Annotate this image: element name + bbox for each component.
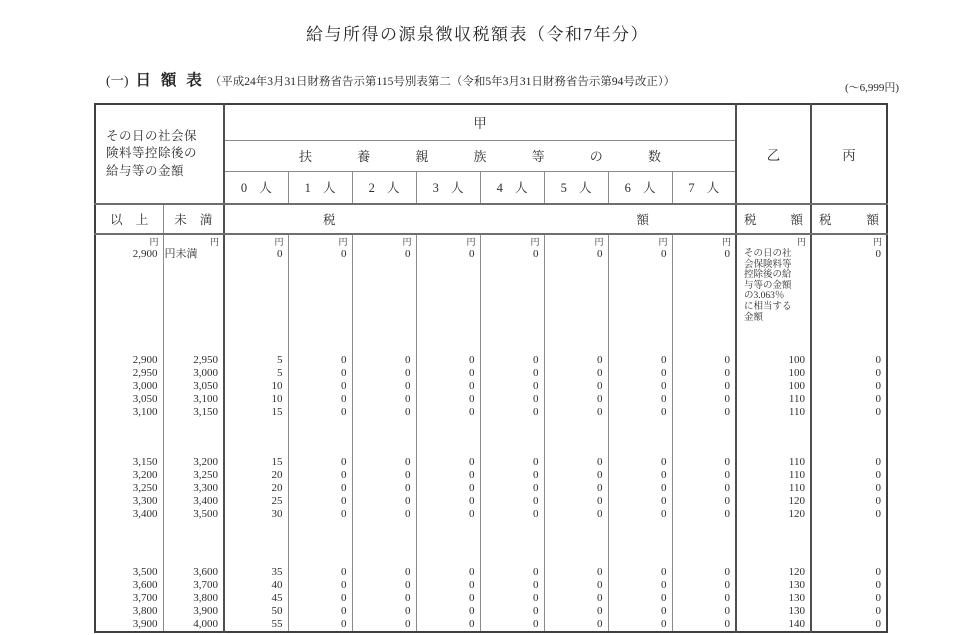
tax-char: 税: [323, 213, 336, 227]
col-less-than: 3,400: [163, 495, 224, 508]
col-otsu: 130: [736, 592, 811, 605]
col-5nin: 0: [544, 618, 608, 632]
spacer-col-6nin: [608, 521, 672, 566]
col-0nin: 10: [224, 380, 288, 393]
col-1nin: 0: [288, 367, 352, 380]
row-under-minimum: [95, 248, 887, 354]
dependents-char: 等: [531, 149, 545, 164]
col-at-least: 3,200: [132, 469, 158, 481]
col-4nin: 0: [480, 248, 544, 354]
header-wage-amount: [95, 104, 224, 204]
col-0nin: 20: [224, 469, 288, 482]
col-7nin: 0: [672, 482, 736, 495]
subtitle-number: (一): [106, 73, 129, 88]
col-6nin: 0: [608, 566, 672, 579]
header-hei: 丙: [811, 104, 887, 204]
col-7nin: 0: [672, 508, 736, 521]
col-2nin: 0: [352, 508, 416, 521]
spacer-col-less-than: [163, 419, 224, 456]
header-dependents: [224, 140, 736, 171]
col-4nin: 0: [480, 566, 544, 579]
spacer-col-at-least: [95, 419, 163, 456]
col-1nin: 0: [288, 566, 352, 579]
col-hei: 0: [811, 456, 887, 469]
col-3nin: 0: [416, 605, 480, 618]
col-6nin: 0: [608, 592, 672, 605]
col-6nin: 0: [608, 605, 672, 618]
col-otsu: 120: [736, 508, 811, 521]
tax-char: 税: [819, 213, 832, 227]
col-otsu: 110: [736, 456, 811, 469]
unit-col-at-least: 円: [149, 237, 159, 247]
col-4nin: 0: [480, 367, 544, 380]
spacer-col-7nin: [672, 521, 736, 566]
table-row: [95, 482, 887, 495]
spacer-col-0nin: [224, 521, 288, 566]
col-5nin: 0: [544, 592, 608, 605]
table-row: [95, 618, 887, 632]
col-2nin: 0: [352, 380, 416, 393]
spacer-col-1nin: [288, 521, 352, 566]
col-hei: 0: [811, 367, 887, 380]
table-row: [95, 495, 887, 508]
spacer-col-7nin: [672, 419, 736, 456]
amount-char: 額: [866, 213, 880, 227]
col-at-least: 3,300: [132, 495, 158, 507]
header-2-dependents: 2 人: [352, 171, 416, 204]
unit-col-7nin: 円: [672, 234, 736, 248]
col-less-than: 3,500: [163, 508, 224, 521]
col-2nin: 0: [352, 469, 416, 482]
col-1nin: 0: [288, 469, 352, 482]
dependents-char: 親: [415, 149, 429, 164]
otsu-note: その日の社 会保険料等 控除後の給 与等の金額 の3.063％ に相当する 金額: [744, 249, 792, 323]
table-row: [95, 456, 887, 469]
unit-col-1nin: 円: [288, 234, 352, 248]
col-hei: 0: [811, 393, 887, 406]
header-3-dependents: 3 人: [416, 171, 480, 204]
col-otsu: 100: [736, 367, 811, 380]
group-spacer: [95, 419, 887, 456]
dependents-char: の: [589, 149, 603, 164]
unit-col-2nin: 円: [352, 234, 416, 248]
col-4nin: 0: [480, 508, 544, 521]
col-1nin: 0: [288, 508, 352, 521]
col-1nin: 0: [288, 495, 352, 508]
header-wage-amount-line3: 給与等の金額: [106, 163, 185, 178]
col-less-than: 3,000: [163, 367, 224, 380]
col-7nin: 0: [672, 566, 736, 579]
col-7nin: 0: [672, 618, 736, 632]
col-7nin: 0: [672, 354, 736, 367]
spacer-col-otsu: [736, 521, 811, 566]
col-6nin: 0: [608, 393, 672, 406]
col-at-least: 2,950: [132, 367, 158, 379]
col-0nin: 35: [224, 566, 288, 579]
group-spacer: [95, 521, 887, 566]
col-2nin: 0: [352, 367, 416, 380]
col-2nin: 0: [352, 248, 416, 354]
col-otsu: 110: [736, 393, 811, 406]
col-1nin: 0: [288, 482, 352, 495]
col-hei: 0: [811, 605, 887, 618]
table-row: [95, 592, 887, 605]
spacer-col-at-least: [95, 521, 163, 566]
col-at-least: 3,800: [132, 605, 158, 617]
spacer-col-0nin: [224, 419, 288, 456]
col-6nin: 0: [608, 495, 672, 508]
spacer-col-2nin: [352, 419, 416, 456]
col-hei: 0: [811, 495, 887, 508]
col-3nin: 0: [416, 579, 480, 592]
tax-amount-spread: [225, 210, 735, 228]
unit-col-otsu: 円: [736, 234, 811, 248]
col-5nin: 0: [544, 406, 608, 419]
col-3nin: 0: [416, 406, 480, 419]
col-7nin: 0: [672, 592, 736, 605]
table-row: [95, 579, 887, 592]
col-0nin: 5: [224, 354, 288, 367]
col-hei: 0: [811, 482, 887, 495]
subtitle-name: 日 額 表: [135, 72, 205, 89]
col-0nin: 0: [224, 248, 288, 354]
header-dependents-label: [225, 146, 735, 165]
table-row: [95, 469, 887, 482]
dependents-char: 数: [647, 149, 661, 164]
col-at-least: 3,900: [132, 618, 158, 630]
col-5nin: 0: [544, 508, 608, 521]
col-hei: 0: [811, 618, 887, 632]
col-5nin: 0: [544, 354, 608, 367]
col-0nin: 55: [224, 618, 288, 632]
col-otsu: 100: [736, 354, 811, 367]
page-title: 給与所得の源泉徴収税額表（令和7年分）: [306, 25, 649, 44]
col-3nin: 0: [416, 592, 480, 605]
header-5-dependents: 5 人: [544, 171, 608, 204]
col-less-than: 3,250: [163, 469, 224, 482]
col-0nin: 10: [224, 393, 288, 406]
col-7nin: 0: [672, 248, 736, 354]
col-3nin: 0: [416, 508, 480, 521]
col-6nin: 0: [608, 618, 672, 632]
col-6nin: 0: [608, 579, 672, 592]
col-1nin: 0: [288, 605, 352, 618]
table-row: [95, 406, 887, 419]
table-subtitle: [106, 68, 675, 90]
col-6nin: 0: [608, 248, 672, 354]
col-1nin: 0: [288, 354, 352, 367]
table-row: [95, 566, 887, 579]
spacer-col-5nin: [544, 521, 608, 566]
table-row: [95, 605, 887, 618]
unit-col-3nin: 円: [416, 234, 480, 248]
col-hei: 0: [811, 380, 887, 393]
col-4nin: 0: [480, 592, 544, 605]
col-hei: 0: [811, 566, 887, 579]
col-less-than: 3,050: [163, 380, 224, 393]
col-4nin: 0: [480, 618, 544, 632]
col-5nin: 0: [544, 579, 608, 592]
col-at-least: 3,600: [132, 579, 158, 591]
spacer-col-6nin: [608, 419, 672, 456]
col-3nin: 0: [416, 248, 480, 354]
col-otsu: 130: [736, 605, 811, 618]
col-0nin: 45: [224, 592, 288, 605]
table-row: [95, 508, 887, 521]
col-1nin: 0: [288, 406, 352, 419]
col-2nin: 0: [352, 456, 416, 469]
col-7nin: 0: [672, 406, 736, 419]
col-5nin: 0: [544, 605, 608, 618]
table-row: [95, 354, 887, 367]
header-tax-amount-otsu: [736, 204, 811, 234]
col-4nin: 0: [480, 456, 544, 469]
col-5nin: 0: [544, 380, 608, 393]
col-5nin: 0: [544, 393, 608, 406]
col-0nin: 20: [224, 482, 288, 495]
header-tax-amount-kou: [224, 204, 736, 234]
col-3nin: 0: [416, 393, 480, 406]
col-at-least: 2,900: [132, 354, 158, 366]
col-4nin: 0: [480, 482, 544, 495]
amount-range-label: (～6,999円): [845, 82, 900, 94]
col-1nin: 0: [288, 618, 352, 632]
col-hei: 0: [811, 354, 887, 367]
header-at-least: 以 上: [95, 204, 163, 234]
col-at-least: 2,900: [132, 248, 158, 260]
col-4nin: 0: [480, 354, 544, 367]
col-hei: 0: [811, 592, 887, 605]
spacer-col-hei: [811, 521, 887, 566]
col-0nin: 30: [224, 508, 288, 521]
col-3nin: 0: [416, 367, 480, 380]
col-6nin: 0: [608, 456, 672, 469]
header-0-dependents: 0 人: [224, 171, 288, 204]
col-at-least: 3,100: [132, 406, 158, 418]
unit-col-6nin: 円: [608, 234, 672, 248]
col-less-than: 3,800: [163, 592, 224, 605]
tax-amount-spread: [812, 210, 886, 228]
col-less-than: 3,200: [163, 456, 224, 469]
col-3nin: 0: [416, 354, 480, 367]
header-wage-amount-line1: その日の社会保: [106, 128, 198, 143]
col-6nin: 0: [608, 508, 672, 521]
col-at-least: 3,050: [132, 393, 158, 405]
col-3nin: 0: [416, 566, 480, 579]
dependents-char: 族: [473, 149, 487, 164]
col-7nin: 0: [672, 380, 736, 393]
col-1nin: 0: [288, 456, 352, 469]
header-otsu: 乙: [736, 104, 811, 204]
col-2nin: 0: [352, 618, 416, 632]
col-5nin: 0: [544, 566, 608, 579]
col-3nin: 0: [416, 618, 480, 632]
col-less-than: 3,100: [163, 393, 224, 406]
col-hei: 0: [811, 248, 887, 354]
col-4nin: 0: [480, 579, 544, 592]
spacer-col-otsu: [736, 419, 811, 456]
col-at-least: 3,500: [132, 566, 158, 578]
header-1-dependents: 1 人: [288, 171, 352, 204]
col-0nin: 25: [224, 495, 288, 508]
col-5nin: 0: [544, 469, 608, 482]
col-less-than: 2,950: [163, 354, 224, 367]
table-body: [95, 234, 887, 632]
col-2nin: 0: [352, 592, 416, 605]
header-tax-amount-hei: [811, 204, 887, 234]
col-4nin: 0: [480, 469, 544, 482]
col-1nin: 0: [288, 380, 352, 393]
header-kou: 甲: [224, 104, 736, 140]
col-5nin: 0: [544, 482, 608, 495]
spacer-col-4nin: [480, 521, 544, 566]
unit-col-less-than: 円: [163, 234, 224, 248]
col-6nin: 0: [608, 482, 672, 495]
col-otsu: 110: [736, 482, 811, 495]
col-5nin: 0: [544, 456, 608, 469]
col-at-least: 3,000: [132, 380, 158, 392]
col-2nin: 0: [352, 495, 416, 508]
col-2nin: 0: [352, 482, 416, 495]
col-otsu: 120: [736, 495, 811, 508]
col-2nin: 0: [352, 354, 416, 367]
unit-col-hei: 円: [811, 234, 887, 248]
spacer-col-hei: [811, 419, 887, 456]
spacer-col-3nin: [416, 521, 480, 566]
col-at-least: 3,400: [132, 508, 158, 520]
spacer-col-5nin: [544, 419, 608, 456]
col-5nin: 0: [544, 495, 608, 508]
col-hei: 0: [811, 469, 887, 482]
unit-row: [95, 234, 887, 248]
col-2nin: 0: [352, 605, 416, 618]
spacer-col-2nin: [352, 521, 416, 566]
col-3nin: 0: [416, 482, 480, 495]
col-less-than: 3,700: [163, 579, 224, 592]
col-otsu: 140: [736, 618, 811, 632]
col-less-than: 3,600: [163, 566, 224, 579]
table-row: [95, 380, 887, 393]
col-0nin: 15: [224, 456, 288, 469]
col-7nin: 0: [672, 605, 736, 618]
col-7nin: 0: [672, 367, 736, 380]
col-hei: 0: [811, 406, 887, 419]
col-otsu: 120: [736, 566, 811, 579]
col-less-than: 3,300: [163, 482, 224, 495]
header-less-than: 未 満: [163, 204, 224, 234]
dependents-char: 養: [357, 149, 371, 164]
dependents-char: 扶: [299, 149, 313, 164]
col-6nin: 0: [608, 469, 672, 482]
col-2nin: 0: [352, 393, 416, 406]
col-0nin: 5: [224, 367, 288, 380]
col-3nin: 0: [416, 495, 480, 508]
col-4nin: 0: [480, 605, 544, 618]
unit-col-5nin: 円: [544, 234, 608, 248]
col-at-least: 3,250: [132, 482, 158, 494]
col-0nin: 40: [224, 579, 288, 592]
col-2nin: 0: [352, 579, 416, 592]
col-1nin: 0: [288, 579, 352, 592]
col-7nin: 0: [672, 495, 736, 508]
unit-col-0nin: 円: [224, 234, 288, 248]
col-7nin: 0: [672, 579, 736, 592]
col-less-than: 円未満: [163, 248, 224, 354]
col-7nin: 0: [672, 456, 736, 469]
col-at-least: 3,700: [132, 592, 158, 604]
col-1nin: 0: [288, 248, 352, 354]
col-less-than: 4,000: [163, 618, 224, 632]
col-1nin: 0: [288, 393, 352, 406]
withholding-tax-table: [94, 103, 888, 633]
col-2nin: 0: [352, 566, 416, 579]
col-5nin: 0: [544, 248, 608, 354]
col-otsu: 110: [736, 406, 811, 419]
col-otsu: 110: [736, 469, 811, 482]
col-4nin: 0: [480, 406, 544, 419]
col-4nin: 0: [480, 380, 544, 393]
amount-char: 額: [790, 213, 804, 227]
col-4nin: 0: [480, 393, 544, 406]
col-6nin: 0: [608, 367, 672, 380]
table-row: [95, 367, 887, 380]
col-less-than: 3,900: [163, 605, 224, 618]
amount-char: 額: [636, 213, 650, 227]
col-6nin: 0: [608, 406, 672, 419]
col-6nin: 0: [608, 380, 672, 393]
col-3nin: 0: [416, 469, 480, 482]
col-2nin: 0: [352, 406, 416, 419]
col-less-than: 3,150: [163, 406, 224, 419]
spacer-col-4nin: [480, 419, 544, 456]
col-1nin: 0: [288, 592, 352, 605]
col-7nin: 0: [672, 393, 736, 406]
spacer-col-1nin: [288, 419, 352, 456]
spacer-col-less-than: [163, 521, 224, 566]
unit-col-4nin: 円: [480, 234, 544, 248]
col-hei: 0: [811, 579, 887, 592]
col-5nin: 0: [544, 367, 608, 380]
col-otsu: 100: [736, 380, 811, 393]
header-6-dependents: 6 人: [608, 171, 672, 204]
col-0nin: 15: [224, 406, 288, 419]
header-4-dependents: 4 人: [480, 171, 544, 204]
tax-char: 税: [744, 213, 757, 227]
col-0nin: 50: [224, 605, 288, 618]
col-at-least: 3,150: [132, 456, 158, 468]
col-4nin: 0: [480, 495, 544, 508]
header-7-dependents: 7 人: [672, 171, 736, 204]
col-hei: 0: [811, 508, 887, 521]
col-7nin: 0: [672, 469, 736, 482]
subtitle-note: （平成24年3月31日財務省告示第115号別表第二（令和5年3月31日財務省告示第94号改正））: [209, 76, 676, 88]
col-otsu: 130: [736, 579, 811, 592]
col-3nin: 0: [416, 380, 480, 393]
col-6nin: 0: [608, 354, 672, 367]
col-otsu-note: [736, 248, 811, 354]
table-row: [95, 393, 887, 406]
tax-amount-spread: [737, 210, 810, 228]
col-3nin: 0: [416, 456, 480, 469]
header-wage-amount-line2: 険料等控除後の: [106, 146, 198, 161]
spacer-col-3nin: [416, 419, 480, 456]
